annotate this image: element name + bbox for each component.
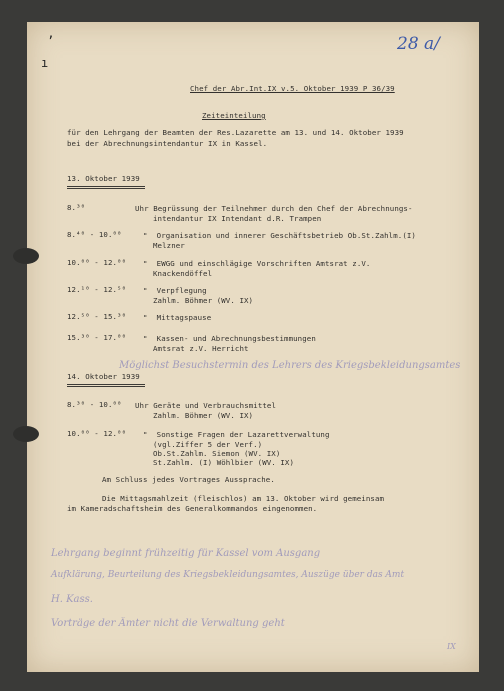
corner-mark: ’	[47, 34, 55, 48]
day2-text-2c: Ob.St.Zahlm. Siemon (WV. IX)	[153, 449, 281, 458]
day1-text-4b: Zahlm. Böhmer (WV. IX)	[153, 296, 254, 305]
margin-tick: ı	[41, 56, 49, 70]
day1-text-5a: " Mittagspause	[143, 313, 212, 322]
document-page	[27, 22, 479, 672]
lunch-note-1: Die Mittagsmahlzeit (fleischlos) am 13. Oktober wird gemeinsam	[102, 494, 385, 503]
day1-time-4: 12.¹⁰ - 12.⁵⁰	[67, 285, 127, 294]
day2-text-2a: " Sonstige Fragen der Lazarettverwaltung	[143, 430, 330, 439]
punch-hole-bottom	[13, 426, 39, 442]
pencil-note-2: Aufklärung, Beurteilung des Kriegsbekleidungsamtes, Auszüge über das Amt	[51, 570, 405, 580]
day2-time-2: 10.⁰⁰ - 12.⁰⁰	[67, 429, 127, 438]
day1-text-4a: " Verpflegung	[143, 286, 207, 295]
pencil-annotation-middle: Möglichst Besuchstermin des Lehrers des Kriegsbekleidungsamtes	[119, 360, 461, 371]
folio-number: 28 a/	[397, 34, 440, 54]
day2-text-2d: St.Zahlm. (I) Wöhlbier (WV. IX)	[153, 458, 295, 467]
day1-time-3: 10.⁰⁰ - 12.⁰⁰	[67, 258, 127, 267]
day1-text-1a: Uhr Begrüssung der Teilnehmer durch den Chef der Abrechnungs-	[135, 204, 413, 213]
day1-date-underline	[67, 184, 145, 189]
closing-note: Am Schluss jedes Vortrages Aussprache.	[102, 475, 275, 484]
document-title: Zeiteinteilung	[202, 111, 266, 120]
day1-time-5: 12.⁵⁰ - 15.³⁰	[67, 312, 127, 321]
pencil-note-3: H. Kass.	[51, 594, 93, 605]
day2-text-1b: Zahlm. Böhmer (WV. IX)	[153, 411, 254, 420]
reference-line: Chef der Abr.Int.IX v.5. Oktober 1939 P 36/39	[190, 84, 395, 93]
day1-text-6b: Amtsrat z.V. Herricht	[153, 344, 249, 353]
day1-text-3b: Knackendöffel	[153, 269, 213, 278]
day1-text-3a: " EWGG und einschlägige Vorschriften Amtsrat z.V.	[143, 259, 371, 268]
day1-text-2a: " Organisation und innerer Geschäftsbetrieb Ob.St.Zahlm.(I)	[143, 231, 416, 240]
punch-hole-top	[13, 248, 39, 264]
day1-text-1b: intendantur IX Intendant d.R. Trampen	[153, 214, 322, 223]
pencil-note-1: Lehrgang beginnt frühzeitig für Kassel vom Ausgang	[51, 548, 321, 559]
day1-time-1: 8.³⁰	[67, 203, 86, 212]
intro-line-2: bei der Abrechnungsintendantur IX in Kassel.	[67, 139, 268, 148]
lunch-note-2: im Kameradschaftsheim des Generalkommandos eingenommen.	[67, 504, 318, 513]
day1-time-6: 15.³⁰ - 17.⁰⁰	[67, 333, 127, 342]
day2-date-underline	[67, 382, 145, 387]
day1-date: 13. Oktober 1939	[67, 174, 140, 183]
pencil-note-4: Vorträge der Ämter nicht die Verwaltung geht	[51, 618, 285, 629]
day1-text-6a: " Kassen- und Abrechnungsbestimmungen	[143, 334, 316, 343]
day2-time-1: 8.³⁰ - 10.⁰⁰	[67, 400, 122, 409]
day1-time-2: 8.⁴⁰ - 10.⁰⁰	[67, 230, 122, 239]
page-mark: IX	[447, 642, 456, 651]
day2-text-2b: (vgl.Ziffer 5 der Verf.)	[153, 440, 263, 449]
intro-line-1: für den Lehrgang der Beamten der Res.Lazarette am 13. und 14. Oktober 1939	[67, 128, 404, 137]
day2-date: 14. Oktober 1939	[67, 372, 140, 381]
day1-text-2b: Melzner	[153, 241, 185, 250]
day2-text-1a: Uhr Geräte und Verbrauchsmittel	[135, 401, 277, 410]
